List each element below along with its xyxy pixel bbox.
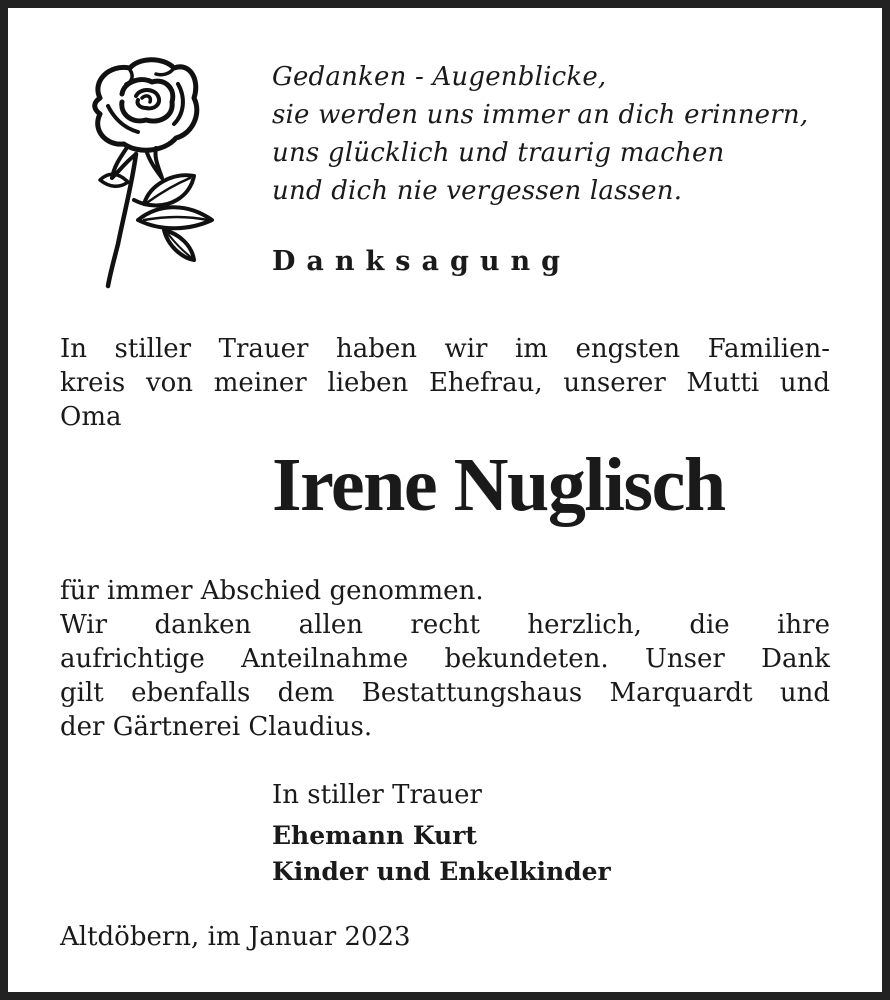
body-line: der Gärtnerei Claudius.	[60, 712, 373, 742]
body-line: Wir danken allen recht herzlich, die ihre	[60, 610, 830, 640]
body-line: aufrichtige Anteilnahme bekundeten. Unser Dank	[60, 644, 830, 674]
rose-icon	[78, 54, 220, 290]
poem-line: Gedanken - Augenblicke,	[272, 62, 607, 92]
heading: Danksagung	[272, 246, 571, 277]
body-paragraph	[60, 574, 830, 744]
intro-line: Oma	[60, 402, 122, 432]
body-line: gilt ebenfalls dem Bestattungshaus Marquardt und	[60, 678, 830, 708]
intro-line: kreis von meiner lieben Ehefrau, unserer Mutti und	[60, 368, 830, 398]
closing-text: In stiller Trauer	[272, 780, 482, 810]
intro-line: In stiller Trauer haben wir im engsten Familien-	[60, 334, 830, 364]
body-line: für immer Abschied genommen.	[60, 576, 484, 606]
signers	[272, 818, 611, 890]
poem-line: uns glücklich und traurig machen	[272, 138, 725, 168]
signer: Ehemann Kurt	[272, 821, 477, 850]
poem-line: und dich nie vergessen lassen.	[272, 176, 683, 206]
signer: Kinder und Enkelkinder	[272, 857, 611, 886]
place-date: Altdöbern, im Januar 2023	[60, 922, 411, 952]
poem-line: sie werden uns immer an dich erinnern,	[272, 100, 809, 130]
intro-paragraph	[60, 332, 830, 434]
deceased-name: Irene Nuglisch	[272, 443, 725, 527]
poem	[272, 58, 872, 210]
